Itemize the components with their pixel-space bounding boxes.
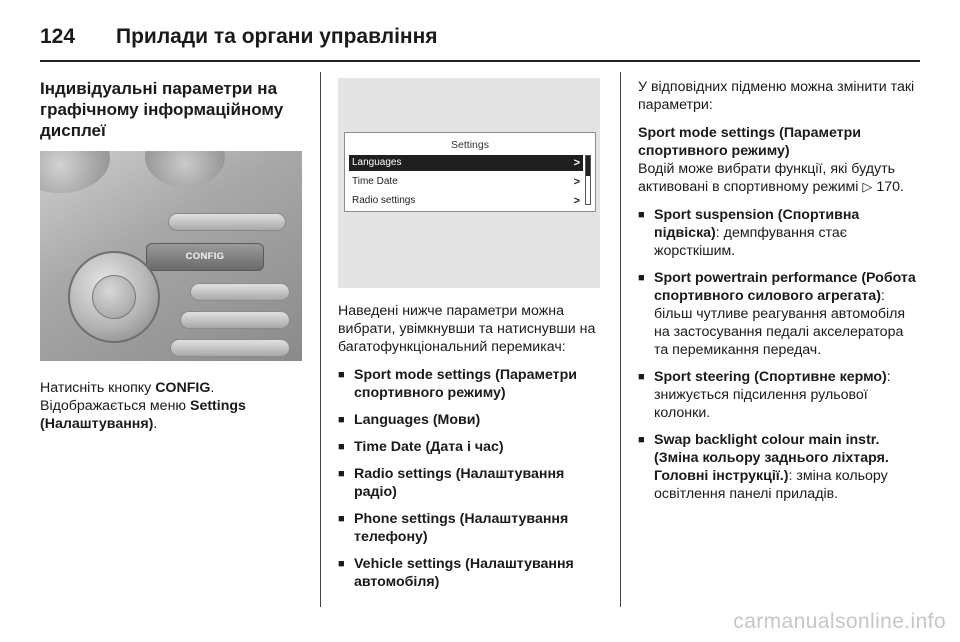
- settings-screen: [344, 132, 596, 212]
- panel-button: [180, 311, 290, 329]
- settings-screen-figure: [338, 78, 600, 288]
- multifunction-knob-center: [92, 275, 136, 319]
- control-knob: [145, 151, 225, 187]
- config-button-label: CONFIG: [185, 251, 225, 262]
- screen-menu-item: Radio settings >: [349, 193, 583, 209]
- sport-mode-description: Водій може вибрати функції, які будуть активовані в спортивному режимі ▷ 170.: [638, 161, 904, 195]
- config-button-image: [146, 243, 264, 271]
- panel-button: [168, 213, 286, 231]
- list-item: ■ Vehicle settings (Налаштування автомобіля): [338, 555, 608, 591]
- page-header: [40, 14, 920, 60]
- chevron-right-icon: >: [573, 176, 580, 188]
- settings-list: [338, 366, 608, 591]
- arrow-reference-icon: ▷: [862, 179, 873, 194]
- page-number: 124: [40, 25, 76, 48]
- header-rule: [40, 60, 920, 62]
- column-middle: [338, 78, 608, 600]
- panel-button: [170, 339, 290, 357]
- watermark: carmanualsonline.info: [733, 610, 946, 633]
- list-item: ■ Sport steering (Спортивне кермо): знижується підсилення рульової колонки.: [638, 368, 920, 422]
- panel-button: [190, 283, 290, 301]
- list-item: ■ Radio settings (Налаштування радіо): [338, 465, 608, 501]
- column-divider: [320, 72, 321, 607]
- chevron-right-icon: >: [573, 157, 580, 169]
- screen-scrollbar-thumb: [586, 156, 590, 176]
- intro-paragraph: Наведені нижче параметри можна вибрати, увімкнувши та натиснувши на багатофункціональний перемикач:: [338, 303, 596, 355]
- subsection-heading: Sport mode settings (Параметри спортивного режиму): [638, 125, 862, 159]
- screen-menu-item: Languages >: [349, 155, 583, 171]
- list-item: ■ Languages (Мови): [338, 411, 608, 429]
- multifunction-knob: [68, 251, 160, 343]
- list-item: ■ Phone settings (Налаштування телефону): [338, 510, 608, 546]
- list-item: ■ Swap backlight colour main instr. (Зміна кольору заднього ліхтаря. Головні інструкції.): зміна кольору освітлення панелі приладів.: [638, 431, 920, 503]
- list-item: ■ Sport mode settings (Параметри спортивного режиму): [338, 366, 608, 402]
- sport-mode-options-list: [638, 206, 920, 503]
- list-item: ■ Time Date (Дата і час): [338, 438, 608, 456]
- column-divider: [620, 72, 621, 607]
- screen-scrollbar: [585, 155, 591, 205]
- intro-paragraph: У відповідних підменю можна змінити такі параметри:: [638, 79, 915, 113]
- list-item: ■ Sport suspension (Спортивна підвіска): демпфування стає жорсткішим.: [638, 206, 920, 260]
- screen-title: Settings: [451, 139, 489, 151]
- section-heading: Індивідуальні параметри на графічному інформаційному дисплеї: [40, 79, 284, 140]
- control-knob: [40, 151, 110, 193]
- chevron-right-icon: >: [573, 195, 580, 207]
- config-button-photo: [40, 151, 302, 361]
- page-title: Прилади та органи управління: [116, 25, 438, 48]
- column-right: [638, 78, 920, 512]
- instruction-press-config: Натисніть кнопку CONFIG. Відображається меню Settings (Налаштування).: [40, 380, 246, 432]
- column-left: [40, 78, 302, 443]
- screen-menu-item: Time Date >: [349, 174, 583, 190]
- list-item: ■ Sport powertrain performance (Робота спортивного силового агрегата): більш чутливе реагування автомобіля на застосування педалі акселератора та перемикання передач.: [638, 269, 920, 359]
